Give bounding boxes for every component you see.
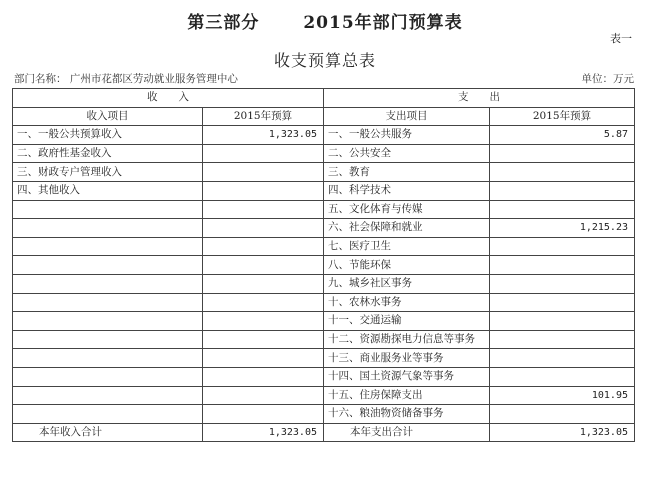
income-value <box>203 219 324 238</box>
income-value <box>203 330 324 349</box>
income-value <box>203 237 324 256</box>
income-value <box>203 274 324 293</box>
table-row <box>13 256 635 275</box>
expense-value <box>490 312 635 331</box>
table-row <box>13 181 635 200</box>
income-value <box>203 181 324 200</box>
income-value <box>203 386 324 405</box>
expense-value: 5.87 <box>490 126 635 145</box>
part-label: 第三部分 <box>187 13 260 33</box>
table-row <box>13 312 635 331</box>
table-row <box>13 163 635 182</box>
income-value <box>203 200 324 219</box>
income-item <box>13 386 203 405</box>
table-row <box>13 200 635 219</box>
table-row <box>13 405 635 424</box>
expense-item: 九、城乡社区事务 <box>324 274 490 293</box>
income-value <box>203 293 324 312</box>
expense-item: 十三、商业服务业等事务 <box>324 349 490 368</box>
income-value <box>203 312 324 331</box>
expense-item: 三、教育 <box>324 163 490 182</box>
department-line <box>14 71 634 86</box>
income-item: 二、政府性基金收入 <box>13 144 203 163</box>
income-value <box>203 163 324 182</box>
expense-item: 四、科学技术 <box>324 181 490 200</box>
expense-value <box>490 256 635 275</box>
table-row <box>13 237 635 256</box>
income-value <box>203 144 324 163</box>
income-budget-header: 2015年预算 <box>203 107 324 126</box>
income-item <box>13 200 203 219</box>
income-item <box>13 312 203 331</box>
table-row <box>13 330 635 349</box>
expense-budget-header: 2015年预算 <box>490 107 635 126</box>
income-value: 1,323.05 <box>203 126 324 145</box>
report-title: 2015年部门预算表 <box>303 13 463 33</box>
income-section-header: 收 入 <box>13 89 324 108</box>
unit-label: 单位：万元 <box>581 73 634 85</box>
expense-total-label: 本年支出合计 <box>324 423 490 442</box>
income-item <box>13 237 203 256</box>
expense-item: 十五、住房保障支出 <box>324 386 490 405</box>
expense-item: 七、医疗卫生 <box>324 237 490 256</box>
income-item <box>13 219 203 238</box>
table-row <box>13 386 635 405</box>
expense-value: 101.95 <box>490 386 635 405</box>
income-item <box>13 367 203 386</box>
expense-value <box>490 349 635 368</box>
expense-item: 八、节能环保 <box>324 256 490 275</box>
expense-item: 二、公共安全 <box>324 144 490 163</box>
expense-total-value: 1,323.05 <box>490 423 635 442</box>
income-value <box>203 405 324 424</box>
expense-item-header: 支出项目 <box>324 107 490 126</box>
table-row <box>13 349 635 368</box>
table-row <box>13 144 635 163</box>
expense-value <box>490 200 635 219</box>
expense-item: 十二、资源勘探电力信息等事务 <box>324 330 490 349</box>
budget-table <box>12 88 635 442</box>
department-name: 广州市花都区劳动就业服务管理中心 <box>69 73 238 85</box>
income-value <box>203 367 324 386</box>
table-row <box>13 126 635 145</box>
expense-value <box>490 330 635 349</box>
expense-item: 十四、国土资源气象等事务 <box>324 367 490 386</box>
income-item <box>13 256 203 275</box>
expense-value <box>490 237 635 256</box>
income-item: 四、其他收入 <box>13 181 203 200</box>
income-item <box>13 293 203 312</box>
table-row <box>13 219 635 238</box>
income-item <box>13 274 203 293</box>
table-row <box>13 293 635 312</box>
expense-value: 1,215.23 <box>490 219 635 238</box>
expense-item: 一、一般公共服务 <box>324 126 490 145</box>
section-header-row <box>13 89 635 108</box>
expense-value <box>490 367 635 386</box>
expense-value <box>490 293 635 312</box>
income-value <box>203 349 324 368</box>
income-item-header: 收入项目 <box>13 107 203 126</box>
department-label: 部门名称： <box>14 73 67 85</box>
table-row <box>13 367 635 386</box>
income-item <box>13 349 203 368</box>
total-row <box>13 423 635 442</box>
expense-value <box>490 163 635 182</box>
income-total-value: 1,323.05 <box>203 423 324 442</box>
income-value <box>203 256 324 275</box>
column-header-row <box>13 107 635 126</box>
expense-item: 十六、粮油物资储备事务 <box>324 405 490 424</box>
expense-value <box>490 405 635 424</box>
expense-item: 六、社会保障和就业 <box>324 219 490 238</box>
expense-item: 五、文化体育与传媒 <box>324 200 490 219</box>
expense-section-header: 支 出 <box>324 89 635 108</box>
income-item: 一、一般公共预算收入 <box>13 126 203 145</box>
expense-value <box>490 181 635 200</box>
table-row <box>13 274 635 293</box>
expense-item: 十、农林水事务 <box>324 293 490 312</box>
page-heading <box>0 8 650 33</box>
income-total-label: 本年收入合计 <box>13 423 203 442</box>
income-item <box>13 405 203 424</box>
expense-item: 十一、交通运输 <box>324 312 490 331</box>
table-number: 表一 <box>610 32 632 45</box>
expense-value <box>490 144 635 163</box>
income-item: 三、财政专户管理收入 <box>13 163 203 182</box>
income-item <box>13 330 203 349</box>
expense-value <box>490 274 635 293</box>
table-title: 收支预算总表 <box>273 51 376 70</box>
